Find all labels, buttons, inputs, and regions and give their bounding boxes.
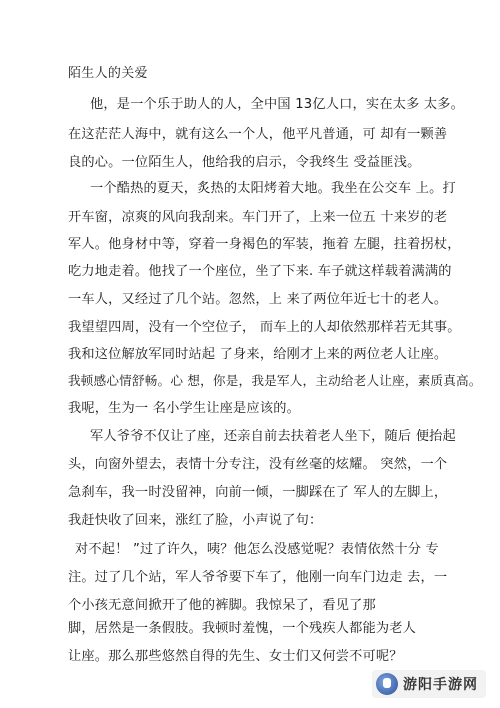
watermark-text: 游阳手游网 bbox=[403, 677, 478, 693]
paragraph-line: 军人爷爷不仅让了座，还亲自前去扶着老人坐下，随后 便抬起 bbox=[90, 429, 456, 444]
paragraph-line: 良的心。一位陌生人，他给我的启示，令我终生 受益匪浅。 bbox=[68, 155, 421, 170]
paragraph-line: 让座。那么那些悠然自得的先生、女士们又何尝不可呢？ bbox=[68, 649, 403, 664]
paragraph-line: 我和这位解放军同时站起 了身来，给刚才上来的两位老人让座。 bbox=[68, 347, 448, 362]
paragraph-line: 我赶快收了回来，涨红了脸，小声说了句： bbox=[68, 513, 323, 528]
paragraph-line: 开车窗，凉爽的风向我刮来。车门开了，上来一位五 十来岁的老 bbox=[68, 210, 448, 225]
paragraph-line: 注。过了几个站，军人爷爷要下车了，他刚一向车门边走 去，一 bbox=[68, 570, 448, 585]
paragraph-line: 一车人，又经过了几个站。忽然，上 来了两位年近七十的老人。 bbox=[68, 292, 448, 307]
paragraph-line: 我呢，生为一 名小学生让座是应该的。 bbox=[68, 401, 300, 416]
paragraph-line: 对不起！ ”过了许久，咦？他怎么没感觉呢？表情依然十分 专 bbox=[75, 542, 439, 557]
paragraph-line: 个小孩无意间掀开了他的裤脚。我惊呆了，看见了那 bbox=[68, 598, 376, 613]
paragraph-line: 在这茫茫人海中，就有这么一个人，他平凡普通，可 却有一颗善 bbox=[68, 127, 448, 142]
paragraph-line: 吃力地走着。他找了一个座位，坐了下来. 车子就这样载着满满的 bbox=[68, 264, 452, 279]
paragraph-line: 急刹车，我一时没留神，向前一倾，一脚踩在了 军人的左脚上， bbox=[68, 485, 448, 500]
site-watermark bbox=[372, 670, 486, 698]
paragraph-line: 军人。他身材中等，穿着一身褐色的军装，拖着 左腿，拄着拐杖， bbox=[68, 237, 461, 252]
document-title: 陌生人的关爱 bbox=[68, 66, 148, 81]
paragraph-line: 他，是一个乐于助人的人，全中国 13亿人口，实在太多 太多。 bbox=[90, 97, 465, 112]
paragraph-line: 我顿感心情舒畅。心 想，你是，我是军人，主动给老人让座，素质真高。 bbox=[68, 373, 482, 388]
paragraph-line: 一个酷热的夏天，炙热的太阳烤着大地。我坐在公交车 上。打 bbox=[90, 181, 456, 196]
paragraph-line: 头，向窗外望去，表情十分专注，没有丝毫的炫耀。 突然，一个 bbox=[68, 457, 448, 472]
shield-logo-icon bbox=[376, 673, 398, 695]
paragraph-line: 脚，居然是一条假肢。我顿时羞愧，一个残疾人都能为老人 bbox=[68, 621, 417, 636]
paragraph-line: 我望望四周，没有一个空位子， 而车上的人却依然那样若无其事。 bbox=[68, 320, 461, 335]
